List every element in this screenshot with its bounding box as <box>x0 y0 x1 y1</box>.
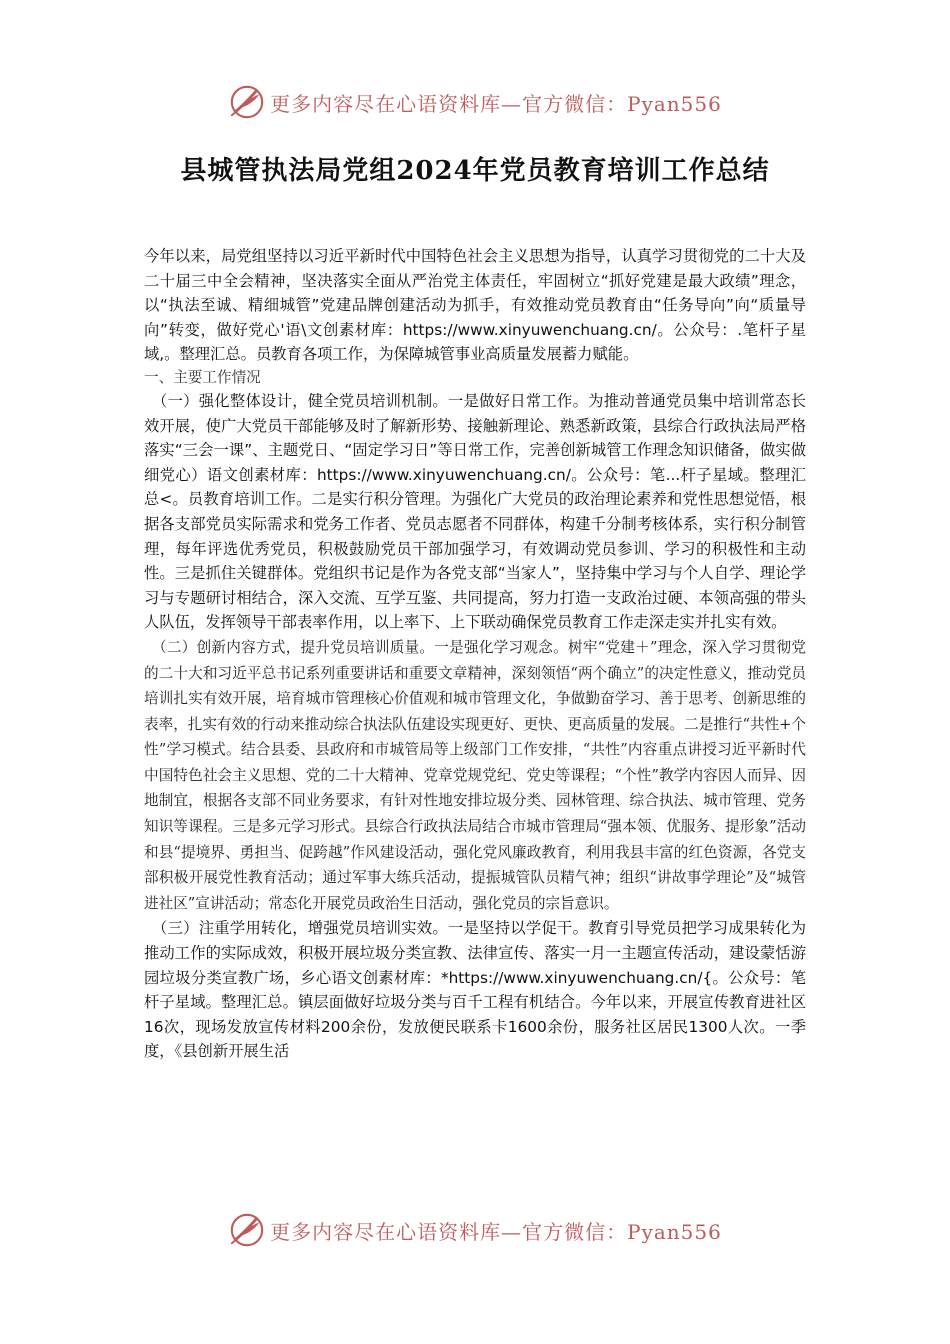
quill-circle-logo-icon <box>228 83 266 121</box>
watermark-text: 更多内容尽在心语资料库—官方微信：Pyan556 <box>270 91 722 116</box>
paragraph-part-2: （二）创新内容方式，提升党员培训质量。一是强化学习观念。树牢“党建＋”理念，深入学习贯彻党的二十大和习近平总书记系列重要讲话和重要文章精神，深刻领悟“两个确立”的决定性意义，推动党员培训扎实有效开展，培育城市管理核心价值观和城市管理文化，争做勤奋学习、善于思考、创新思维的表率，扎实有效的行动来推动综合执法队伍建设实现更好、更快、更高质量的发展。二是推行“共性+个性”学习模式。结合县委、县政府和市城管局等上级部门工作安排，“共性”内容重点讲授习近平新时代中国特色社会主义思想、党的二十大精神、党章党规党纪、党史等课程；“个性”教学内容因人而异、因地制宜，根据各支部不同业务要求，有针对性地安排垃圾分类、园林管理、综合执法、城市管理、党务知识等课程。三是多元学习形式。县综合行政执法局结合市城市管理局“强本领、优服务、提形象”活动和县“提境界、勇担当、促跨越”作风建设活动，强化党风廉政教育，利用我县丰富的红色资源，各党支部积极开展党性教育活动；通过军事大练兵活动，提振城管队员精气神；组织“讲故事学理论”及“城管进社区”宣讲活动；常态化开展党员政治生日活动，强化党员的宗旨意识。 <box>144 638 806 912</box>
document-title: 县城管执法局党组2024年党员教育培训工作总结 <box>180 156 770 186</box>
quill-circle-logo-icon <box>228 1211 266 1249</box>
intro-paragraph: 今年以来，局党组坚持以习近平新时代中国特色社会主义思想为指导，认真学习贯彻党的二十大及二十届三中全会精神，坚决落实全面从严治党主体责任，牢固树立“抓好党建是最大政绩”理念，以“执法至诚、精细城管”党建品牌创建活动为抓手，有效推动党员教育由“任务导向”向“质量导向”转变，做好党心'语\文创素材库：https://www.xinyuwenchuang.cn/。公众号：.笔杆子星域,。整理汇总。员教育各项工作，为保障城管事业高质量发展蓄力赋能。 <box>144 247 806 364</box>
document-body <box>144 244 806 1064</box>
watermark-banner-top <box>0 78 950 126</box>
paragraph-part-1: （一）强化整体设计，健全党员培训机制。一是做好日常工作。为推动普通党员集中培训常态长效开展，使广大党员干部能够及时了解新形势、接触新理论、熟悉新政策，县综合行政执法局严格落实“三会一课”、主题党日、“固定学习日”等日常工作，完善创新城管工作理念知识储备，做实做细党心）语文创素材库：https://www.xinyuwenchuang.cn/。公众号：笔...杆子星域。整理汇总<。员教育培训工作。二是实行积分管理。为强化广大党员的政治理论素养和党性思想觉悟，根据各支部党员实际需求和党务工作者、党员志愿者不同群体，构建千分制考核体系，实行积分制管理，每年评选优秀党员，积极鼓励党员干部加强学习，有效调动党员参训、学习的积极性和主动性。三是抓住关键群体。党组织书记是作为各党支部“当家人”，坚持集中学习与个人自学、理论学习与专题研讨相结合，深入交流、互学互鉴、共同提高，努力打造一支政治过硬、本领高强的带头人队伍，发挥领导干部表率作用，以上率下、上下联动确保党员教育工作走深走实并扎实有效。 <box>144 391 806 632</box>
section-heading: 一、主要工作情况 <box>144 368 261 386</box>
paragraph-part-3: （三）注重学用转化，增强党员培训实效。一是坚持以学促干。教育引导党员把学习成果转化为推动工作的实际成效，积极开展垃圾分类宣教、法律宣传、落实一月一主题宣传活动，建设蒙恬游园垃圾分类宣教广场，乡心语文创素材库：*https://www.xinyuwenchuang.cn/{。公众号：笔杆子星域。整理汇总。镇层面做好垃圾分类与百千工程有机结合。今年以来，开展宣传教育进社区16次，现场发放宣传材料200余份，发放便民联系卡1600余份，服务社区居民1300人次。一季度，《县创新开展生活 <box>144 919 806 1061</box>
watermark-banner-bottom <box>0 1206 950 1254</box>
watermark-text: 更多内容尽在心语资料库—官方微信：Pyan556 <box>270 1219 722 1244</box>
